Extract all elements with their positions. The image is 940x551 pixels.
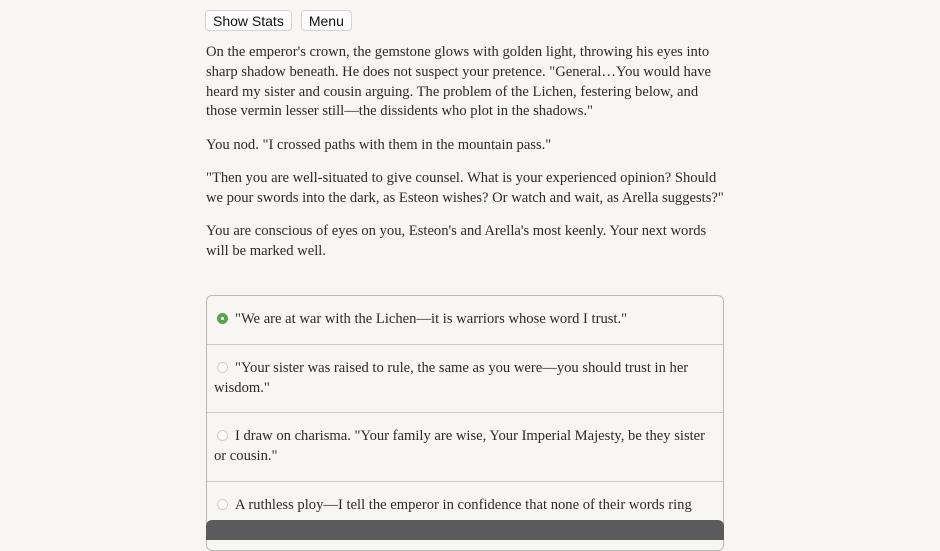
- choice-label: "Your sister was raised to rule, the same as you were—you should trust in her wisdom.": [214, 359, 689, 396]
- story-paragraph: On the emperor's crown, the gemstone glows with golden light, throwing his eyes into sharp shadow beneath. He does not suspect your pretence. "General…You would have heard my sister and cousin arguing. The problem of the Lichen, festering below, and those vermin lesser still—the dissidents who plot in the shadows.": [206, 44, 711, 120]
- top-toolbar: [205, 10, 352, 31]
- choice-option[interactable]: [207, 296, 723, 344]
- choice-option[interactable]: [207, 344, 723, 413]
- story-text: [206, 43, 726, 275]
- show-stats-button[interactable]: Show Stats: [205, 10, 292, 31]
- choice-list: [206, 295, 724, 551]
- choice-label: A ruthless ploy—I tell the emperor in confidence that none of their words ring: [235, 496, 692, 513]
- radio-icon[interactable]: [217, 362, 228, 373]
- story-paragraph: "Then you are well-situated to give counsel. What is your experienced opinion? Should we pour swords into the dark, as Esteon wishes? Or watch and wait, as Arella suggests?": [206, 169, 724, 206]
- choice-label: "We are at war with the Lichen—it is warriors whose word I trust.": [235, 311, 628, 327]
- story-paragraph: You nod. "I crossed paths with them in the mountain pass.": [206, 136, 552, 153]
- radio-selected-icon[interactable]: [217, 313, 228, 324]
- next-button[interactable]: [206, 520, 724, 540]
- menu-button[interactable]: Menu: [301, 10, 352, 31]
- radio-icon[interactable]: [217, 430, 228, 441]
- choice-label: I draw on charisma. "Your family are wise, Your Imperial Majesty, be they sister or cousin.": [214, 428, 706, 465]
- choice-option[interactable]: [207, 412, 723, 481]
- story-paragraph: You are conscious of eyes on you, Esteon's and Arella's most keenly. Your next words will be marked well.: [206, 223, 707, 259]
- radio-icon[interactable]: [217, 499, 228, 510]
